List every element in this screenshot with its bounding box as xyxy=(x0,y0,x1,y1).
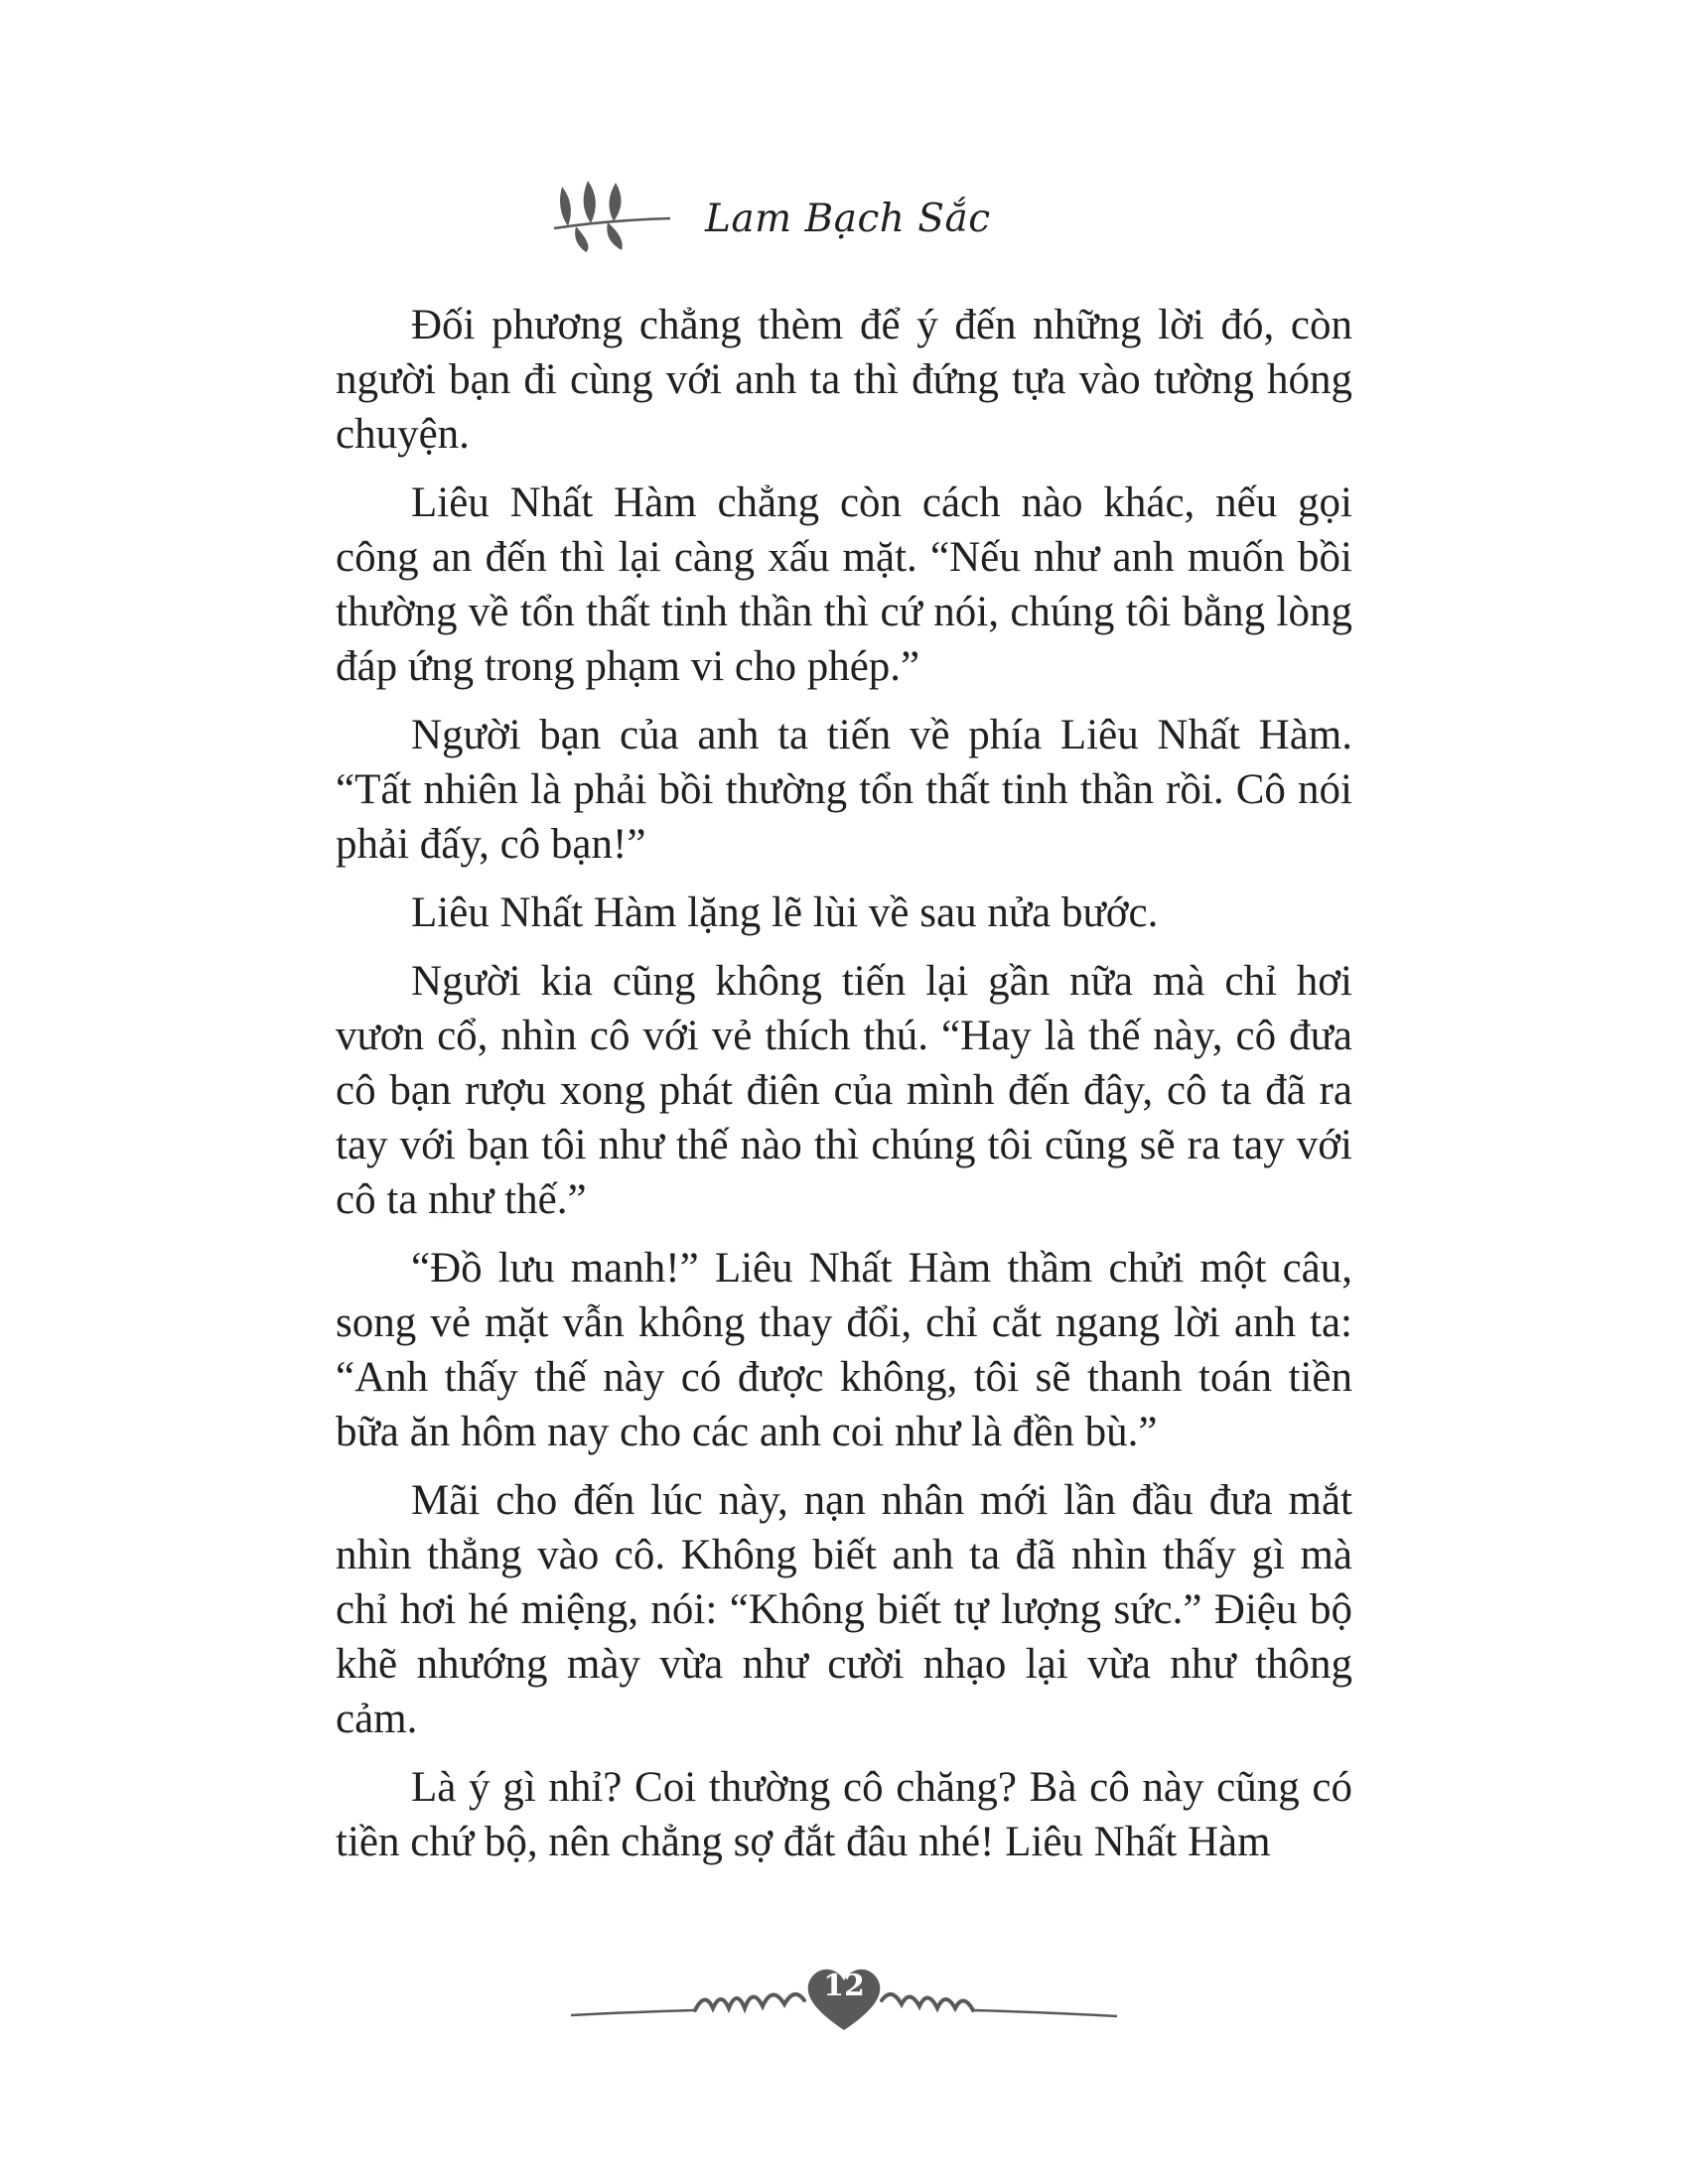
paragraph: Người bạn của anh ta tiến về phía Liêu Nhất Hàm. “Tất nhiên là phải bồi thường tổn thất tinh thần rồi. Cô nói phải đấy, cô bạn!” xyxy=(336,712,1352,868)
paragraph: Liêu Nhất Hàm chẳng còn cách nào khác, nếu gọi công an đến thì lại càng xấu mặt. “Nếu như anh muốn bồi thường về tổn thất tinh thần thì cứ nói, chúng tôi bằng lòng đáp ứng trong phạm vi cho phép.” xyxy=(336,479,1352,690)
paragraph: Mãi cho đến lúc này, nạn nhân mới lần đầu đưa mắt nhìn thẳng vào cô. Không biết anh ta đã nhìn thấy gì mà chỉ hơi hé miệng, nói: “Không biết tự lượng sức.” Điệu bộ khẽ nhướng mày vừa như cười nhạo lại vừa như thông cảm. xyxy=(336,1477,1352,1742)
paragraph: Liêu Nhất Hàm lặng lẽ lùi về sau nửa bước. xyxy=(411,889,1159,936)
running-header xyxy=(546,169,1003,268)
page-footer xyxy=(566,1961,1122,2040)
paragraph: Đối phương chẳng thèm để ý đến những lời đó, còn người bạn đi cùng với anh ta thì đứng tựa vào tường hóng chuyện. xyxy=(336,302,1352,458)
paragraph: “Đồ lưu manh!” Liêu Nhất Hàm thầm chửi một câu, song vẻ mặt vẫn không thay đổi, chỉ cắt ngang lời anh ta: “Anh thấy thế này có được không, tôi sẽ thanh toán tiền bữa ăn hôm nay cho các anh coi như là đền bù.” xyxy=(336,1245,1352,1455)
paragraph: Là ý gì nhỉ? Coi thường cô chăng? Bà cô này cũng có tiền chứ bộ, nên chẳng sợ đắt đâu nhé! Liêu Nhất Hàm xyxy=(336,1764,1352,1865)
page-number: 12 xyxy=(823,1969,865,2003)
body-text xyxy=(336,298,1352,1883)
paragraph: Người kia cũng không tiến lại gần nữa mà chỉ hơi vươn cổ, nhìn cô với vẻ thích thú. “Hay là thế này, cô đưa cô bạn rượu xong phát điên của mình đến đây, cô ta đã ra tay với bạn tôi như thế nào thì chúng tôi cũng sẽ ra tay với cô ta như thế.” xyxy=(336,958,1352,1223)
book-title: Lam Bạch Sắc xyxy=(705,197,991,241)
leaf-branch-icon xyxy=(546,169,675,253)
